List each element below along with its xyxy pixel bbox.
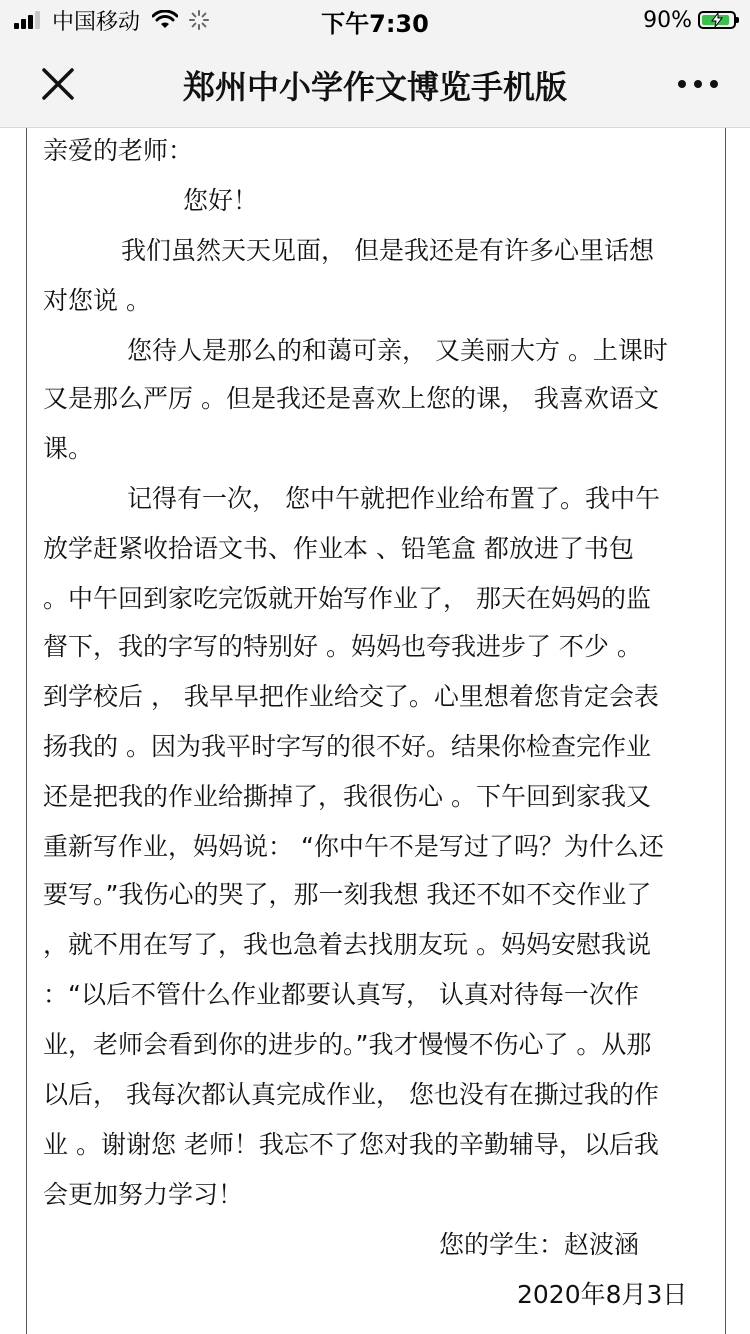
battery-percentage: 90% — [643, 7, 692, 33]
letter-line: 我们虽然天天见面， 但是我还是有许多心里话想 — [121, 236, 654, 265]
carrier-name: 中国移动 — [52, 9, 141, 35]
letter-date: 2020年8月3日 — [517, 1280, 688, 1309]
letter-line: 要写。”我伤心的哭了，那一刻我想 我还不如不交作业了 — [43, 880, 652, 909]
status-bar — [0, 0, 750, 40]
letter-line: 还是把我的作业给撕掉了，我很伤心 。下午回到家我又 — [43, 782, 651, 811]
letter-line: 放学赶紧收拾语文书、作业本 、铅笔盒 都放进了书包 — [43, 534, 634, 563]
letter-salutation: 您好！ — [183, 186, 259, 215]
letter-line: 您待人是那么的和蔼可亲， 又美丽大方 。上课时 — [127, 336, 668, 365]
battery-tip — [736, 17, 739, 23]
letter-line: 记得有一次， 您中午就把作业给布置了。我中午 — [127, 484, 660, 513]
nav-bar — [0, 40, 750, 128]
more-options-button[interactable] — [676, 70, 720, 98]
battery-icon — [698, 11, 736, 29]
letter-line: ：“以后不管什么作业都要认真写， 认真对待每一次作 — [43, 980, 639, 1009]
letter-greeting: 亲爱的老师： — [43, 136, 194, 165]
article-content[interactable] — [26, 128, 726, 1334]
letter-line: 课。 — [43, 434, 94, 463]
letter-line: 以后， 我每次都认真完成作业， 您也没有在撕过我的作 — [43, 1080, 659, 1109]
charging-bolt-icon — [710, 13, 724, 27]
letter-line: 到学校后 ， 我早早把作业给交了。心里想着您肯定会表 — [43, 682, 659, 711]
letter-line: ，就不用在写了，我也急着去找朋友玩 。妈妈安慰我说 — [43, 930, 651, 959]
letter-line: 又是那么严厉 。但是我还是喜欢上您的课， 我喜欢语文 — [43, 384, 659, 413]
letter-line: 业 。谢谢您 老师！我忘不了您对我的辛勤辅导，以后我 — [43, 1130, 659, 1159]
letter-line: 重新写作业，妈妈说： “你中午不是写过了吗？为什么还 — [43, 832, 664, 861]
letter-line: 督下，我的字写的特别好 。妈妈也夸我进步了 不少 。 — [43, 632, 642, 661]
status-time: 下午7:30 — [321, 10, 429, 38]
page-title: 郑州中小学作文博览手机版 — [182, 68, 567, 106]
status-right — [643, 6, 736, 34]
letter-line: 扬我的 。因为我平时字写的很不好。结果你检查完作业 — [43, 732, 651, 761]
letter-signature: 您的学生：赵波涵 — [439, 1230, 640, 1259]
letter-line: 对您说 。 — [43, 286, 151, 315]
letter-line: 。中午回到家吃完饭就开始写作业了， 那天在妈妈的监 — [43, 584, 651, 613]
letter-line: 会更加努力学习！ — [43, 1180, 244, 1209]
more-icon — [676, 70, 720, 98]
letter-line: 业，老师会看到你的进步的。”我才慢慢不伤心了 。从那 — [43, 1030, 652, 1059]
